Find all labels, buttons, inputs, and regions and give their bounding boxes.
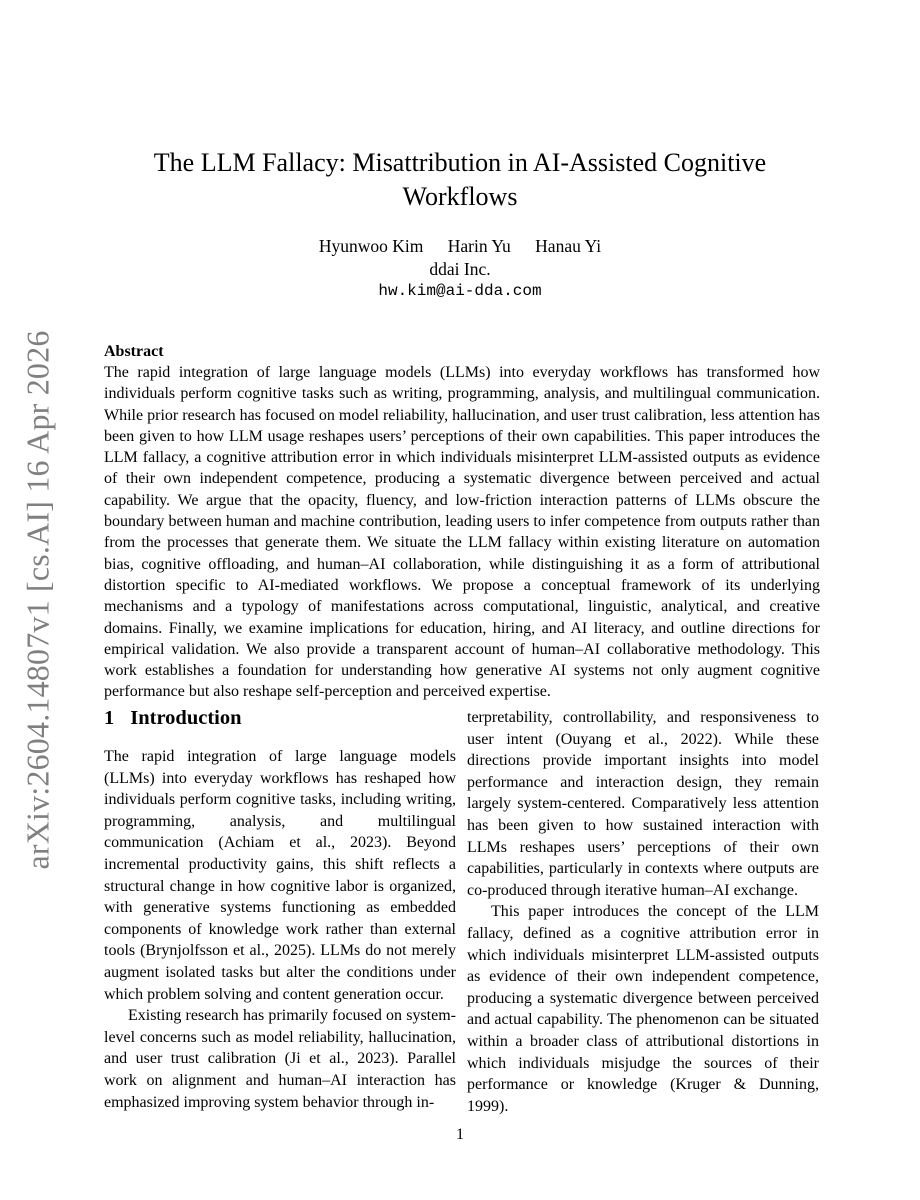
left-column xyxy=(104,746,456,1113)
section-title: Introduction xyxy=(130,707,242,729)
affiliation: ddai Inc. xyxy=(429,259,491,279)
paragraph: This paper introduces the concept of the LLM fallacy, defined as a cognitive attribution error in which individuals misinterpret LLM-assisted outputs as evidence of their own independent competence, producing a systematic divergence between perceived and actual capability. The phenomenon can be situated within a broader class of attributional distortions in which individuals misjudge the sources of their performance or knowledge (Kruger & Dunning, 1999). xyxy=(467,903,819,1115)
right-column xyxy=(467,707,819,1117)
arxiv-identifier-stamp: arXiv:2604.14807v1 [cs.AI] 16 Apr 2026 xyxy=(19,330,56,870)
abstract-text: The rapid integration of large language models (LLMs) into everyday workflows has transformed how individuals perform cognitive tasks such as writing, programming, analysis, and multilingual communication. While prior research has focused on model reliability, hallucination, and user trust calibration, less attention has been given to how LLM usage reshapes users’ perceptions of their own capabilities. This paper introduces the LLM fallacy, a cognitive attribution error in which individuals misinterpret LLM-assisted outputs as evidence of their own independent competence, producing a systematic divergence between perceived and actual capability. We argue that the opacity, fluency, and low-friction interaction patterns of LLMs obscure the boundary between human and machine contribution, leading users to infer competence from outputs rather than from the processes that generate them. We situate the LLM fallacy within existing literature on automation bias, cognitive offloading, and human–AI collaboration, while distinguishing it as a form of attributional distortion specific to AI-mediated workflows. We propose a conceptual framework of its underlying mechanisms and a typology of manifestations across computational, linguistic, analytical, and creative domains. Finally, we examine implications for education, hiring, and AI literacy, and outline directions for empirical validation. We also provide a transparent account of human–AI collaborative methodology. This work establishes a foundation for understanding how generative AI systems not only augment cognitive performance but also reshape self-perception and perceived expertise. xyxy=(104,364,820,701)
author-list xyxy=(130,234,790,258)
author-name: Hyunwoo Kim xyxy=(318,236,424,256)
page-number: 1 xyxy=(456,1126,464,1143)
author-email[interactable]: hw.kim@ai-dda.com xyxy=(378,282,542,300)
paper-title xyxy=(130,146,790,214)
title-line-2: Workflows xyxy=(402,182,518,211)
paragraph: terpretability, controllability, and responsiveness to user intent (Ouyang et al., 2022). While these directions provide important insights into model performance and interaction design, they remain largely system-centered. Comparatively less attention has been given to how sustained interaction with LLMs reshapes users’ perceptions of their own capabilities, particularly in contexts where outputs are co-produced through iterative human–AI exchange. xyxy=(467,709,819,899)
abstract-heading: Abstract xyxy=(104,343,164,360)
section-heading xyxy=(104,704,242,732)
author-name: Harin Yu xyxy=(447,236,511,256)
paragraph: Existing research has primarily focused on system-level concerns such as model reliability, hallucination, and user trust calibration (Ji et al., 2023). Parallel work on alignment and human–AI interaction has emphasized improving system behavior through in- xyxy=(104,1007,456,1111)
paragraph: The rapid integration of large language models (LLMs) into everyday workflows has reshaped how individuals perform cognitive tasks, including writing, programming, analysis, and multilingual communication (Achiam et al., 2023). Beyond incremental productivity gains, this shift reflects a structural change in how cognitive labor is organized, with generative systems functioning as embedded components of knowledge work rather than external tools (Brynjolfsson et al., 2025). LLMs do not merely augment isolated tasks but alter the conditions under which problem solving and content generation occur. xyxy=(104,748,456,1003)
section-number: 1 xyxy=(104,707,115,729)
author-name: Hanau Yi xyxy=(535,236,602,256)
title-line-1: The LLM Fallacy: Misattribution in AI-Assisted Cognitive xyxy=(153,148,767,177)
